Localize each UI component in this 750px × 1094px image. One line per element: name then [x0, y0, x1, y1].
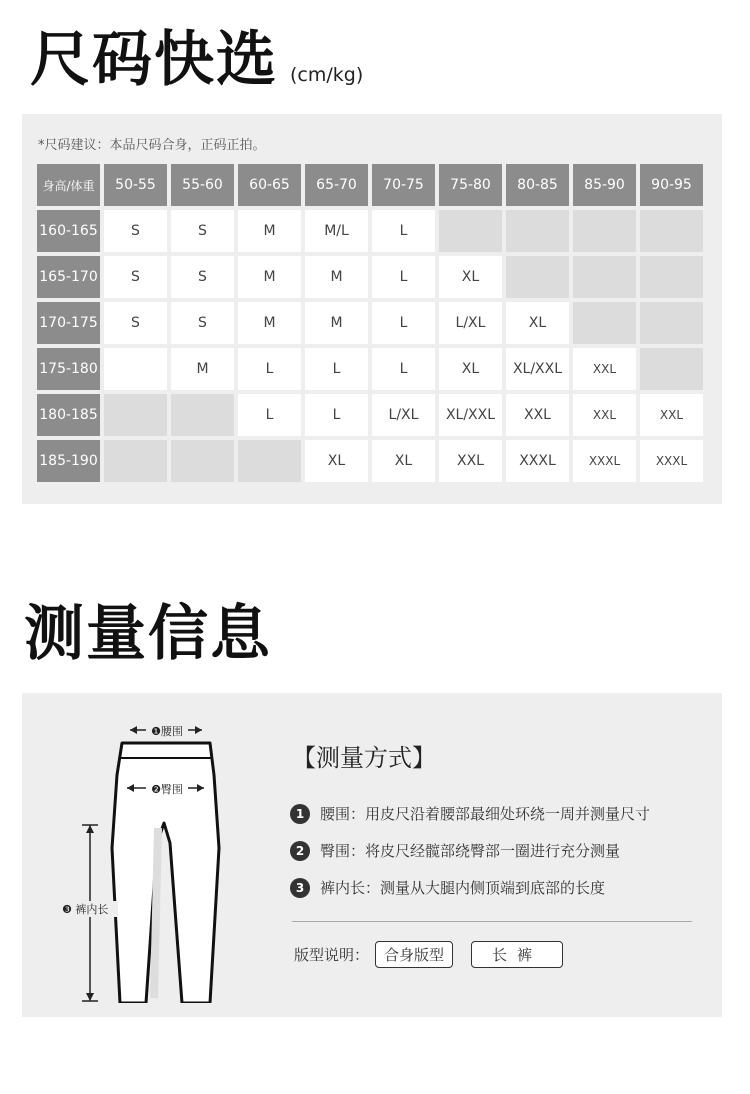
- height-header: 170-175: [37, 302, 100, 344]
- empty-cell: [640, 256, 703, 298]
- empty-cell: [104, 394, 167, 436]
- empty-cell: [439, 210, 502, 252]
- size-cell: L: [305, 348, 368, 390]
- size-cell: S: [104, 256, 167, 298]
- number-1-icon: 1: [290, 804, 310, 824]
- empty-cell: [506, 256, 569, 298]
- method-item-hip: [290, 840, 620, 861]
- size-note: *尺码建议：本品尺码合身，正码正拍。: [38, 138, 266, 153]
- size-cell: M: [238, 302, 301, 344]
- size-cell: XXXL: [640, 440, 703, 482]
- length-tag: 长裤: [471, 941, 563, 968]
- size-cell: M/L: [305, 210, 368, 252]
- pants-diagram: [62, 713, 282, 1003]
- empty-cell: [573, 256, 636, 298]
- fit-tag: 合身版型: [375, 941, 453, 968]
- fit-label: 版型说明：: [294, 946, 370, 964]
- method-item-waist: [290, 803, 650, 824]
- size-cell: S: [104, 302, 167, 344]
- size-cell: XL: [372, 440, 435, 482]
- size-cell: L/XL: [372, 394, 435, 436]
- size-cell: M: [305, 256, 368, 298]
- weight-header: 90-95: [640, 164, 703, 206]
- divider: [292, 921, 692, 922]
- size-cell: L: [372, 210, 435, 252]
- fit-info: [294, 941, 563, 968]
- size-cell: XXXL: [573, 440, 636, 482]
- height-header: 175-180: [37, 348, 100, 390]
- empty-cell: [506, 210, 569, 252]
- size-cell: L: [372, 256, 435, 298]
- empty-cell: [171, 394, 234, 436]
- weight-header: 60-65: [238, 164, 301, 206]
- size-cell: L: [372, 348, 435, 390]
- size-cell: L: [238, 394, 301, 436]
- size-cell: L: [238, 348, 301, 390]
- empty-cell: [238, 440, 301, 482]
- size-cell: XXL: [506, 394, 569, 436]
- size-cell: XXXL: [506, 440, 569, 482]
- size-cell: S: [104, 210, 167, 252]
- size-cell: XXL: [640, 394, 703, 436]
- size-cell: L/XL: [439, 302, 502, 344]
- size-cell: M: [171, 348, 234, 390]
- method-item-text: 臀围：将皮尺经髋部绕臀部一圈进行充分测量: [320, 842, 621, 860]
- height-header: 165-170: [37, 256, 100, 298]
- height-header: 160-165: [37, 210, 100, 252]
- weight-header: 50-55: [104, 164, 167, 206]
- size-cell: XL: [439, 256, 502, 298]
- size-title: 尺码快选: [30, 25, 278, 95]
- size-cell: XXL: [439, 440, 502, 482]
- waist-label: ❶腰围: [151, 725, 183, 738]
- empty-cell: [573, 302, 636, 344]
- empty-cell: [171, 440, 234, 482]
- size-cell: L: [372, 302, 435, 344]
- weight-header: 80-85: [506, 164, 569, 206]
- measure-title: 测量信息: [24, 599, 272, 669]
- size-cell: M: [238, 210, 301, 252]
- size-cell: S: [171, 302, 234, 344]
- weight-header: 85-90: [573, 164, 636, 206]
- size-cell: XL: [506, 302, 569, 344]
- inseam-label: ❸ 裤内长: [62, 903, 109, 916]
- empty-cell: [640, 210, 703, 252]
- size-cell: [104, 348, 167, 390]
- number-3-icon: 3: [290, 878, 310, 898]
- empty-cell: [573, 210, 636, 252]
- measure-panel: [22, 693, 722, 1017]
- size-cell: M: [305, 302, 368, 344]
- empty-cell: [640, 302, 703, 344]
- size-cell: XL/XXL: [439, 394, 502, 436]
- empty-cell: [104, 440, 167, 482]
- size-cell: S: [171, 256, 234, 298]
- size-cell: XXL: [573, 394, 636, 436]
- size-chart-panel: [22, 114, 722, 504]
- size-unit: (cm/kg): [290, 64, 364, 86]
- empty-cell: [640, 348, 703, 390]
- weight-header: 55-60: [171, 164, 234, 206]
- weight-header: 65-70: [305, 164, 368, 206]
- size-cell: XL: [305, 440, 368, 482]
- height-header: 185-190: [37, 440, 100, 482]
- method-title: 【测量方式】: [292, 744, 436, 772]
- size-cell: L: [305, 394, 368, 436]
- weight-header: 70-75: [372, 164, 435, 206]
- size-cell: XXL: [573, 348, 636, 390]
- size-cell: S: [171, 210, 234, 252]
- size-cell: XL: [439, 348, 502, 390]
- height-header: 180-185: [37, 394, 100, 436]
- hip-label: ❷臀围: [151, 783, 183, 796]
- number-2-icon: 2: [290, 841, 310, 861]
- method-item-text: 裤内长：测量从大腿内侧顶端到底部的长度: [320, 879, 606, 897]
- method-item-inseam: [290, 877, 605, 898]
- weight-header: 75-80: [439, 164, 502, 206]
- size-cell: XL/XXL: [506, 348, 569, 390]
- table-corner-header: 身高/体重: [37, 164, 100, 206]
- size-header: [30, 24, 363, 96]
- size-cell: M: [238, 256, 301, 298]
- method-item-text: 腰围：用皮尺沿着腰部最细处环绕一周并测量尺寸: [320, 805, 651, 823]
